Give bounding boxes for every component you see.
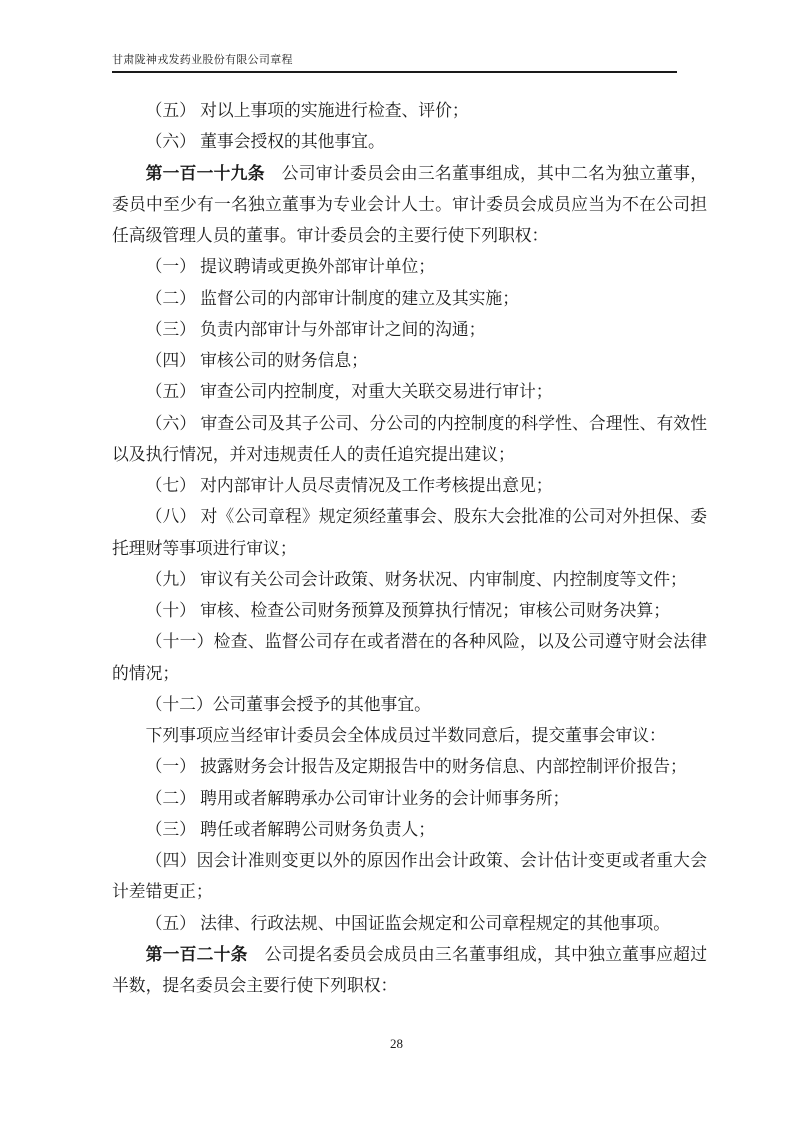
paragraph: （六） 董事会授权的其他事宜。 bbox=[145, 132, 385, 152]
paragraph: （五） 对以上事项的实施进行检查、评价； bbox=[145, 101, 469, 120]
page-footer bbox=[0, 1036, 793, 1052]
paragraph: （三） 负责内部审计与外部审计之间的沟通； bbox=[145, 319, 486, 339]
paragraph: （十一）检查、监督公司存在或者潜在的各种风险，以及公司遵守财会法律的情况； bbox=[112, 632, 707, 683]
paragraph: 第一百二十条 公司提名委员会成员由三名董事组成，其中独立董事应超过半数，提名委员会主要行使下列职权： bbox=[112, 944, 707, 995]
paragraph: （十二）公司董事会授予的其他事宜。 bbox=[145, 694, 431, 714]
article-number: 第一百二十条 bbox=[145, 944, 248, 964]
article-number: 第一百一十九条 bbox=[145, 163, 265, 183]
paragraph: （九） 审议有关公司会计政策、财务状况、内审制度、内控制度等文件； bbox=[145, 569, 687, 589]
paragraph: （七） 对内部审计人员尽责情况及工作考核提出意见； bbox=[145, 476, 553, 495]
paragraph: 第一百一十九条 公司审计委员会由三名董事组成，其中二名为独立董事，委员中至少有一名独立董事为专业会计人士。审计委员会成员应当为不在公司担任高级管理人员的董事。审计委员会的主要行使下列职权： bbox=[112, 163, 707, 245]
paragraph: （六） 审查公司及其子公司、分公司的内控制度的科学性、合理性、有效性以及执行情况，并对违规责任人的责任追究提出建议； bbox=[112, 413, 707, 464]
paragraph: （一） 提议聘请或更换外部审计单位； bbox=[145, 257, 436, 277]
paragraph: （三） 聘任或者解聘公司财务负责人； bbox=[145, 819, 436, 839]
paragraph: （二） 聘用或者解聘承办公司审计业务的会计师事务所； bbox=[145, 788, 570, 808]
paragraph: （十） 审核、检查公司财务预算及预算执行情况；审核公司财务决算； bbox=[145, 601, 671, 620]
document-body bbox=[112, 95, 707, 1001]
page-header bbox=[112, 52, 677, 73]
paragraph: （八） 对《公司章程》规定须经董事会、股东大会批准的公司对外担保、委托理财等事项进行审议； bbox=[112, 507, 707, 558]
paragraph: （四）因会计准则变更以外的原因作出会计政策、会计估计变更或者重大会计差错更正； bbox=[112, 851, 707, 902]
paragraph: （四） 审核公司的财务信息； bbox=[145, 351, 368, 370]
document-title: 甘肃陇神戎发药业股份有限公司章程 bbox=[112, 54, 293, 66]
paragraph: 下列事项应当经审计委员会全体成员过半数同意后，提交董事会审议： bbox=[145, 726, 666, 745]
paragraph: （一） 披露财务会计报告及定期报告中的财务信息、内部控制评价报告； bbox=[145, 757, 687, 777]
page-number: 28 bbox=[390, 1036, 403, 1051]
paragraph: （五） 法律、行政法规、中国证监会规定和公司章程规定的其他事项。 bbox=[145, 913, 671, 933]
paragraph: （五） 审查公司内控制度，对重大关联交易进行审计； bbox=[145, 382, 553, 402]
paragraph: （二） 监督公司的内部审计制度的建立及其实施； bbox=[145, 288, 519, 308]
